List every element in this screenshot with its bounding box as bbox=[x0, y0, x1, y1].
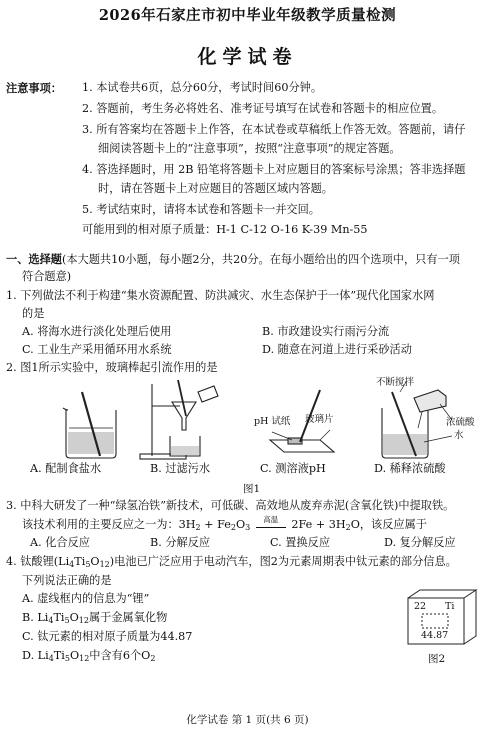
q3-text: 该技术利用的主要反应之一为：3H bbox=[22, 518, 196, 531]
notice-item: 5. 考试结束时，请将本试卷和答题卡一并交回。 bbox=[82, 203, 320, 216]
q4-text: Ti bbox=[53, 649, 65, 662]
subscript: 4 bbox=[48, 616, 54, 625]
subscript: 4 bbox=[48, 654, 54, 663]
subscript: 12 bbox=[78, 616, 89, 625]
label-ph-paper: pH 试纸 bbox=[254, 416, 291, 427]
q3-stem: 3. 中科大研发了一种“绿氢冶铁”新技术，可低碳、高效地从废弃赤泥(含氧化铁)中提取铁。 bbox=[6, 499, 455, 512]
atomic-number: 22 bbox=[414, 601, 427, 612]
dilution-setup-icon bbox=[382, 382, 452, 458]
figure-2-caption: 图2 bbox=[428, 653, 446, 665]
notice-item: 2. 答题前，考生务必将姓名、准考证号填写在试卷和答题卡的相应位置。 bbox=[82, 102, 444, 115]
q4-text: O bbox=[69, 649, 80, 662]
subscript: 12 bbox=[79, 654, 90, 663]
q3-option-d[interactable]: D. 复分解反应 bbox=[384, 536, 456, 549]
q3-option-a[interactable]: A. 化合反应 bbox=[30, 536, 90, 549]
section-instructions: (本大题共10小题，每小题2分，共20分。在每小题给出的四个选项中，只有一项 bbox=[61, 253, 460, 266]
q4-stem-cont: 下列说法正确的是 bbox=[22, 574, 112, 587]
reaction-arrow bbox=[256, 515, 286, 528]
q4-text: )电池已广泛应用于电动汽车，图2为元素周期表中钛元素的部分信息。 bbox=[109, 555, 457, 568]
q3-option-c[interactable]: C. 置换反应 bbox=[270, 536, 331, 549]
subscript: 5 bbox=[64, 654, 70, 663]
subject-title: 化学试卷 bbox=[197, 46, 298, 68]
q4-text: O bbox=[90, 555, 100, 568]
q1-stem-cont: 的是 bbox=[22, 307, 45, 320]
q1-option-c[interactable]: C. 工业生产采用循环用水系统 bbox=[22, 343, 172, 356]
label-conc-acid: 浓硫酸 bbox=[446, 417, 475, 428]
subscript: 5 bbox=[64, 616, 70, 625]
subscript: 4 bbox=[69, 560, 75, 569]
notice-item: 3. 所有答案均在答题卡上作答，在本试卷或草稿纸上作答无效。答题前，请仔 bbox=[82, 123, 466, 136]
q1-stem: 1. 下列做法不利于构建“集水资源配置、防洪减灾、水生态保护于一体”现代化国家水网 bbox=[6, 289, 435, 302]
notice-item: 1. 本试卷共6页，总分60分，考试时间60分钟。 bbox=[82, 81, 323, 94]
page-footer: 化学试卷 第 1 页(共 6 页) bbox=[186, 714, 309, 726]
subscript: 12 bbox=[99, 560, 110, 569]
q4-text: D. Li bbox=[22, 649, 49, 662]
reaction-condition: 高温 bbox=[263, 515, 279, 524]
q4-text: B. Li bbox=[22, 611, 49, 624]
q4-option-d[interactable] bbox=[22, 649, 155, 666]
section-heading bbox=[6, 252, 460, 267]
subscript: 5 bbox=[85, 560, 91, 569]
notice-label: 注意事项： bbox=[6, 81, 62, 95]
notice-item: 细阅读答题卡上的“注意事项”，按照“注意事项”的规定答题。 bbox=[98, 142, 401, 155]
q3-text: 2Fe + 3H bbox=[287, 518, 346, 531]
q3-text: O，该反应属于 bbox=[350, 518, 427, 531]
label-water: 水 bbox=[454, 430, 464, 441]
figure-1-caption: 图1 bbox=[243, 483, 261, 495]
q1-option-d[interactable]: D. 随意在河道上进行采砂活动 bbox=[262, 343, 412, 356]
q4-text: O bbox=[69, 611, 79, 624]
q4-text: Ti bbox=[53, 611, 65, 624]
q2-option-d[interactable]: D. 稀释浓硫酸 bbox=[374, 462, 446, 475]
q3-equation-line bbox=[22, 515, 427, 535]
subscript: 3 bbox=[245, 523, 251, 532]
q4-text: 中含有6个O bbox=[89, 649, 151, 662]
atomic-mass: 44.87 bbox=[421, 630, 449, 641]
section-instructions-2: 符合题意) bbox=[22, 270, 72, 283]
q2-option-b[interactable]: B. 过滤污水 bbox=[150, 462, 211, 475]
q3-text: O bbox=[235, 518, 246, 531]
q1-option-a[interactable]: A. 将海水进行淡化处理后使用 bbox=[22, 325, 172, 338]
element-symbol: Ti bbox=[445, 601, 455, 612]
q2-option-c[interactable]: C. 测溶液pH bbox=[260, 462, 326, 475]
q4-stem bbox=[6, 555, 457, 572]
label-glass-plate: 玻璃片 bbox=[305, 414, 334, 425]
q4-option-a[interactable]: A. 虚线框内的信息为“锂” bbox=[22, 592, 150, 605]
section-title: 一、选择题 bbox=[6, 252, 62, 266]
atomic-masses: 可能用到的相对原子质量：H-1 C-12 O-16 K-39 Mn-55 bbox=[82, 223, 368, 236]
q1-option-b[interactable]: B. 市政建设实行雨污分流 bbox=[262, 325, 390, 338]
notice-item: 4. 答选择题时，用 2B 铅笔将答题卡上对应题目的答案标号涂黑；答非选择题 bbox=[82, 163, 466, 176]
subscript: 2 bbox=[195, 523, 201, 532]
q3-option-b[interactable]: B. 分解反应 bbox=[150, 536, 211, 549]
q4-text: 4. 钛酸锂(Li bbox=[6, 555, 70, 568]
notice-item: 时，请在答题卡上对应题目的答题区域内答题。 bbox=[98, 182, 333, 195]
subscript: 2 bbox=[345, 523, 351, 532]
q4-option-c[interactable]: C. 钛元素的相对原子质量为44.87 bbox=[22, 630, 193, 643]
filtration-setup-icon bbox=[140, 380, 218, 459]
subscript: 2 bbox=[230, 523, 236, 532]
label-stir: 不断搅拌 bbox=[376, 377, 415, 388]
q2-option-a[interactable]: A. 配制食盐水 bbox=[30, 462, 102, 475]
q4-option-b[interactable] bbox=[22, 611, 167, 628]
dashed-box-icon bbox=[422, 614, 448, 628]
q2-stem: 2. 图1所示实验中，玻璃棒起引流作用的是 bbox=[6, 361, 218, 374]
q4-text: Ti bbox=[74, 555, 86, 568]
exam-title: 2026年石家庄市初中毕业年级教学质量检测 bbox=[98, 7, 397, 24]
q3-text: + Fe bbox=[200, 518, 231, 531]
q4-text: 属于金属氧化物 bbox=[88, 611, 168, 624]
subscript: 2 bbox=[150, 654, 156, 663]
